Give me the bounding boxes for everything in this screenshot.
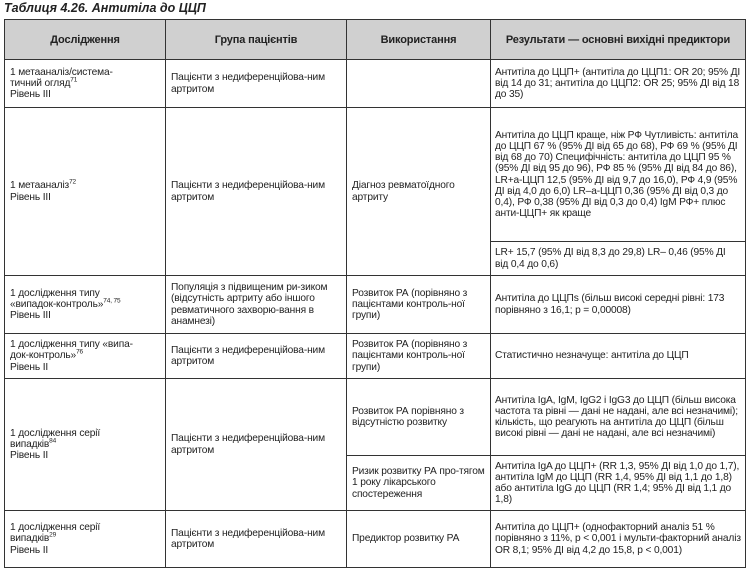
study-line1: 1 метааналіз xyxy=(10,180,70,192)
evidence-level: Рівень II xyxy=(10,544,49,556)
table-caption: Таблиця 4.26. Антитіла до ЦЦП xyxy=(4,1,206,15)
use-cell: Діагноз ревматоїдного артриту xyxy=(347,108,491,276)
study-ref: 71 xyxy=(70,76,78,84)
study-line1: 1 дослідження серії xyxy=(10,427,101,439)
result-cell: Антитіла до ЦЦП краще, ніж РФ Чутливість: антитіла до ЦЦП 67 % (95% ДІ від 65 до 68), РФ 69 % (95% ДІ від 68 до 70) Специфічність: антитіла до ЦЦП 95 % (95% ДІ від 95 до 96), РФ 85 % (95% ДІ від 84 до 86), LR+а-ЦЦП 12,5 (95% ДІ від 9,7 до 16,0), РФ 4,9 (95% ДІ від 4,0 до 6,0) LR–а-ЦЦП 0,36 (95% ДІ від 0,3 до 0,4), РФ 0,38 (95% ДІ від 0,3 до 0,4) IgM РФ+ плюс анти-ЦЦП+ як краще xyxy=(491,108,746,242)
result-cell-extra: LR+ 15,7 (95% ДІ від 8,3 до 29,8) LR– 0,46 (95% ДІ від 0,4 до 0,6) xyxy=(491,242,746,276)
header-row xyxy=(5,20,746,60)
use-cell: Розвиток РА (порівняно з пацієнтами контроль-ної групи) xyxy=(347,334,491,379)
use-cell: Розвиток РА (порівняно з пацієнтами контроль-ної групи) xyxy=(347,276,491,334)
study-cell xyxy=(5,379,166,511)
use-cell: Розвиток РА порівняно з відсутністю розвитку xyxy=(347,379,491,456)
study-cell xyxy=(5,511,166,568)
evidence-level: Рівень III xyxy=(10,310,51,322)
study-line2: випадків xyxy=(10,438,50,450)
table-row xyxy=(5,334,746,379)
group-cell: Пацієнти з недиференційова-ним артритом xyxy=(166,60,347,108)
result-cell: Антитіла IgA, IgM, IgG2 і IgG3 до ЦЦП (більш висока частота та рівні — дані не надані, але всі незначимі); кількість, що реагують на антитіла до ЦЦП (більш високі рівні — дані не надані, але всі незначимі) xyxy=(491,379,746,456)
result-cell: Статистично незначуще: антитіла до ЦЦП xyxy=(491,334,746,379)
group-cell: Пацієнти з недиференційова-ним артритом xyxy=(166,379,347,511)
study-ref: 72 xyxy=(69,179,77,187)
study-cell xyxy=(5,108,166,276)
result-cell: Антитіла до ЦЦП+ (однофакторний аналіз 51 % порівняно з 11%, р < 0,001 і мульти-факторний аналіз OR 8,1; 95% ДІ від 4,2 до 15,8, р < 0,001) xyxy=(491,511,746,568)
table-row xyxy=(5,511,746,568)
evidence-level: Рівень III xyxy=(10,191,51,203)
group-cell: Пацієнти з недиференційова-ним артритом xyxy=(166,108,347,276)
evidence-table xyxy=(4,19,746,568)
result-cell: Антитіла до ЦЦП+ (антитіла до ЦЦП1: OR 20; 95% ДІ від 14 до 31; антитіла до ЦЦП2: OR 25; 95% ДІ від 18 до 35) xyxy=(491,60,746,108)
study-ref: 84 xyxy=(49,437,57,445)
header-group: Група пацієнтів xyxy=(166,20,347,60)
use-cell xyxy=(347,60,491,108)
table-row xyxy=(5,276,746,334)
study-ref: 74, 75 xyxy=(103,297,121,305)
study-cell xyxy=(5,60,166,108)
group-cell: Пацієнти з недиференційова-ним артритом xyxy=(166,334,347,379)
result-cell: Антитіла до ЦЦПs (більш високі середні рівні: 173 порівняно з 16,1; р = 0,00008) xyxy=(491,276,746,334)
evidence-level: Рівень II xyxy=(10,361,49,373)
table-row xyxy=(5,108,746,242)
study-line1: 1 дослідження серії xyxy=(10,522,101,534)
study-line1: 1 дослідження типу xyxy=(10,287,100,299)
study-line1: 1 метааналіз/система- xyxy=(10,66,113,78)
study-ref: 29 xyxy=(49,532,57,540)
use-cell: Предиктор розвитку РА xyxy=(347,511,491,568)
study-line2: «випадок-контроль» xyxy=(10,298,104,310)
study-line1: 1 дослідження типу «випа- xyxy=(10,339,133,351)
study-ref: 76 xyxy=(76,349,84,357)
evidence-level: Рівень III xyxy=(10,89,51,101)
table-row xyxy=(5,379,746,456)
header-study: Дослідження xyxy=(5,20,166,60)
use-cell-extra: Ризик розвитку РА про-тягом 1 року лікарського спостереження xyxy=(347,456,491,511)
table-row xyxy=(5,60,746,108)
group-cell: Пацієнти з недиференційова-ним артритом xyxy=(166,511,347,568)
group-cell: Популяція з підвищеним ри-зиком (відсутність артриту або іншого ревматичного захворю-вання в анамнезі) xyxy=(166,276,347,334)
header-results: Результати — основні вихідні предиктори xyxy=(491,20,746,60)
study-line2: док-контроль» xyxy=(10,350,77,362)
evidence-level: Рівень II xyxy=(10,450,49,462)
header-use: Використання xyxy=(347,20,491,60)
study-line2: випадків xyxy=(10,533,50,545)
study-cell xyxy=(5,334,166,379)
study-line2: тичний огляд xyxy=(10,77,71,89)
study-cell xyxy=(5,276,166,334)
result-cell-extra: Антитіла IgA до ЦЦП+ (RR 1,3, 95% ДІ від 1,0 до 1,7), антитіла IgM до ЦЦП (RR 1,4, 95% ДІ від 1,1 до 1,8) або антитіла IgG до ЦЦП (RR 1,4; 95% ДІ від 1,1 до 1,8) xyxy=(491,456,746,511)
